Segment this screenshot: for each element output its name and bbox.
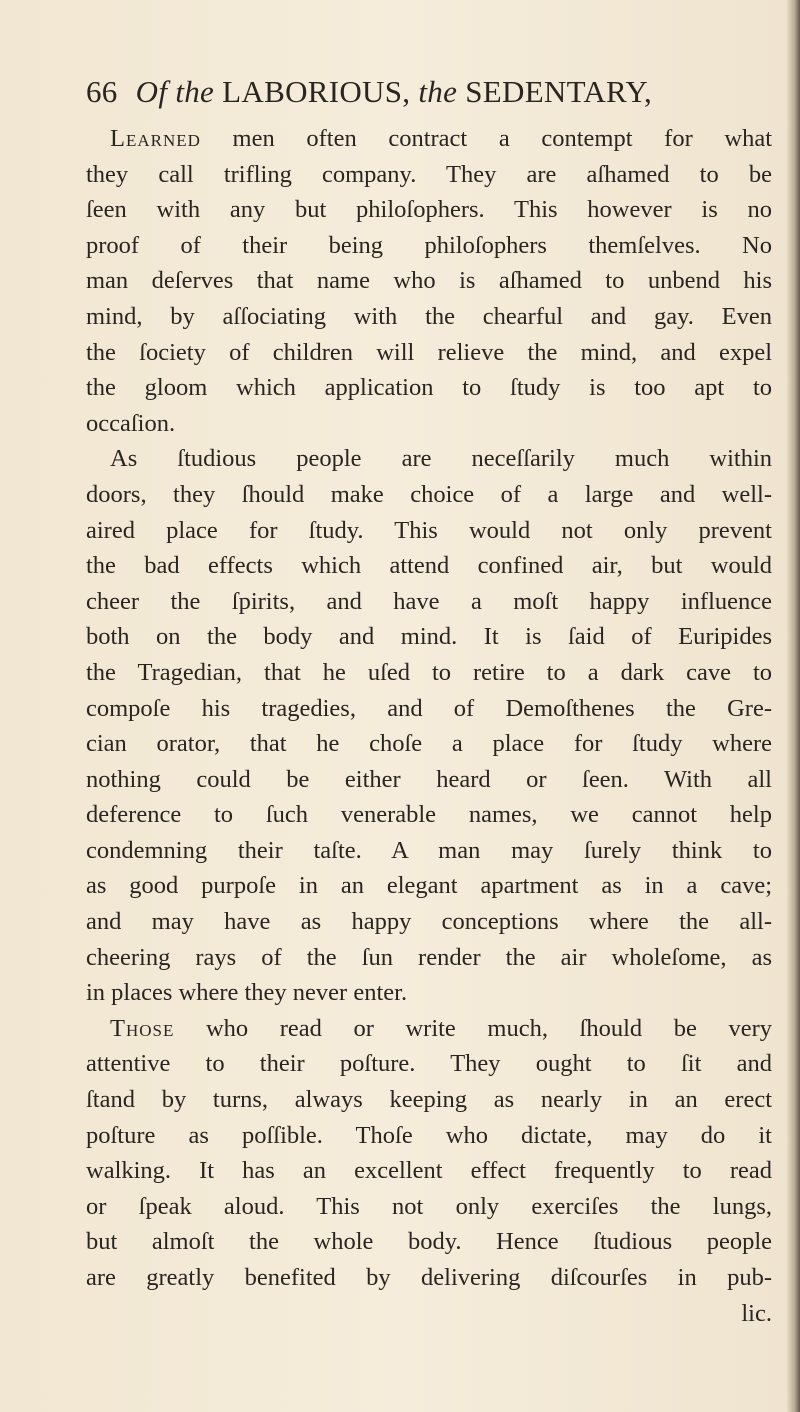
text-line: doors, they ſhould make choice of a large and well- [86, 480, 772, 508]
body-text [86, 121, 772, 1331]
text-line: both on the body and mind. It is ſaid of Euripides [86, 623, 772, 651]
header-of-the: Of the [135, 74, 215, 109]
text-line: cheering rays of the ſun render the air wholeſome, as [86, 943, 772, 971]
header-the: the [418, 74, 458, 109]
text-line: Those who read or write much, ſhould be very [110, 1014, 772, 1042]
text-line: are greatly benefited by delivering diſcourſes in pub- [86, 1264, 772, 1291]
text-line: compoſe his tragedies, and of Demoſthenes the Gre- [86, 694, 772, 722]
text-line: nothing could be either heard or ſeen. With all [86, 765, 772, 793]
paragraph-lead-word: Learned [110, 125, 201, 152]
text-line: but almoſt the whole body. Hence ſtudious people [86, 1228, 772, 1256]
text-line: the Tragedian, that he uſed to retire to a dark cave to [86, 658, 772, 686]
text-line: walking. It has an excellent effect frequently to read [86, 1157, 772, 1185]
text-line: ſtand by turns, always keeping as nearly in an erect [86, 1086, 772, 1114]
text-line: the bad effects which attend confined air, but would [86, 552, 772, 580]
text-line: proof of their being philoſophers themſelves. No [86, 231, 772, 259]
text-line: condemning their taſte. A man may ſurely think to [86, 836, 772, 864]
text-line: Learned men often contract a contempt for what [110, 125, 772, 152]
text-line: As ſtudious people are neceſſarily much within [110, 445, 772, 473]
text-line: cheer the ſpirits, and have a moſt happy influence [86, 587, 772, 615]
text-line: the ſociety of children will relieve the mind, and expel [86, 338, 772, 366]
text-line: aired place for ſtudy. This would not only prevent [86, 516, 772, 544]
text-line: deference to ſuch venerable names, we cannot help [86, 801, 772, 829]
text-line: they call trifling company. They are aſhamed to be [86, 160, 772, 188]
text-line: and may have as happy conceptions where the all- [86, 908, 772, 936]
catchword: lic. [741, 1299, 772, 1327]
paragraph-lead-word: Those [110, 1014, 175, 1042]
text-line: as good purpoſe in an elegant apartment as in a cave; [86, 872, 772, 900]
text-line: in places where they never enter. [86, 979, 408, 1007]
page-edge-shadow [786, 0, 800, 1412]
text-line: attentive to their poſture. They ought to ſit and [86, 1050, 772, 1078]
text-line: ſeen with any but philoſophers. This however is no [86, 196, 772, 224]
text-line: cian orator, that he choſe a place for ſtudy where [86, 730, 772, 758]
text-line: man deſerves that name who is aſhamed to unbend his [86, 267, 772, 295]
text-line: occaſion. [86, 409, 176, 437]
text-line: the gloom which application to ſtudy is too apt to [86, 374, 772, 402]
page-number: 66 [86, 74, 118, 109]
header-laborious: LABORIOUS, [222, 74, 411, 109]
text-line: or ſpeak aloud. This not only exerciſes the lungs, [86, 1192, 772, 1220]
running-header [86, 70, 766, 114]
header-sedentary: SEDENTARY, [465, 74, 653, 109]
text-line: poſture as poſſible. Thoſe who dictate, may do it [86, 1121, 772, 1149]
text-line: mind, by aſſociating with the chearful and gay. Even [86, 302, 772, 330]
